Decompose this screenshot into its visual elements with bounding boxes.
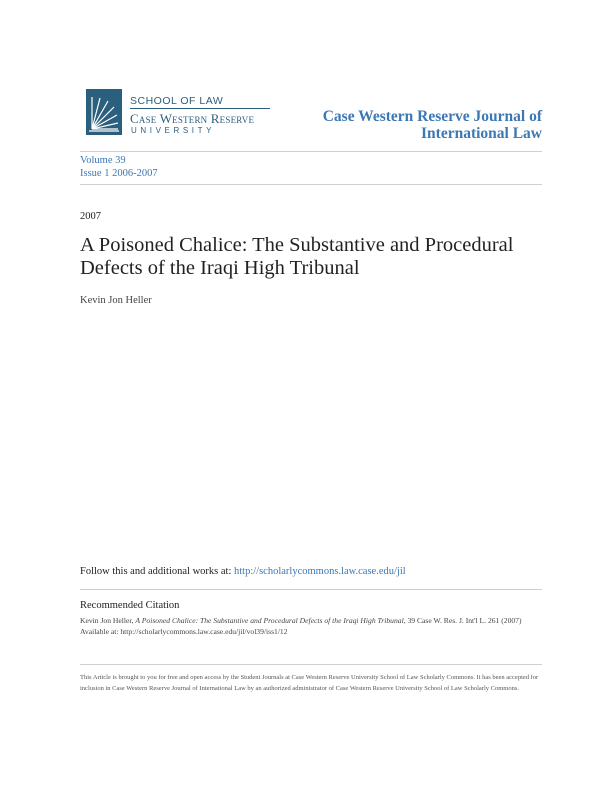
follow-line [80, 566, 406, 577]
footer-notice: This Article is brought to you for free and open access by the Student Journals at Case Western Reserve University School of Law Scholarly Commons. It has been accepted for inclusion in Case Western Reserve Journal of International Law by an authorized administrator of Case Western Reserve University School of Law Scholarly Commons. [80, 674, 539, 692]
recommended-citation-heading: Recommended Citation [80, 600, 180, 611]
sunburst-icon [86, 89, 122, 135]
divider-citation [80, 664, 542, 665]
logo-name-text: Case Western Reserve [130, 111, 255, 126]
divider-volume [80, 184, 542, 185]
citation-source: , 39 Case W. Res. J. Int'l L. 261 (2007) [403, 616, 522, 625]
follow-label: Follow this and additional works at: [80, 566, 232, 577]
article-title: A Poisoned Chalice: The Substantive and Procedural Defects of the Iraqi High Tribunal [80, 234, 514, 279]
logo-university-text: UNIVERSITY [131, 126, 216, 135]
publication-year: 2007 [80, 211, 101, 222]
logo-school-text: SCHOOL OF LAW [130, 95, 224, 107]
citation-title: A Poisoned Chalice: The Substantive and Procedural Defects of the Iraqi High Tribunal [135, 616, 404, 625]
follow-link[interactable]: http://scholarlycommons.law.case.edu/jil [234, 566, 406, 577]
divider-follow [80, 589, 542, 590]
article-author: Kevin Jon Heller [80, 295, 152, 306]
citation-available[interactable]: Available at: http://scholarlycommons.law.case.edu/jil/vol39/iss1/12 [80, 627, 288, 636]
logo-mark [86, 89, 122, 135]
journal-name[interactable]: Case Western Reserve Journal of International Law [322, 108, 542, 142]
volume-link[interactable]: Volume 39 [80, 155, 126, 166]
volume-issue [80, 154, 158, 180]
issue-link[interactable]: Issue 1 2006-2007 [80, 168, 158, 179]
divider-top [80, 151, 542, 152]
logo-divider [130, 108, 270, 109]
recommended-citation [80, 615, 540, 637]
citation-author: Kevin Jon Heller, [80, 616, 134, 625]
